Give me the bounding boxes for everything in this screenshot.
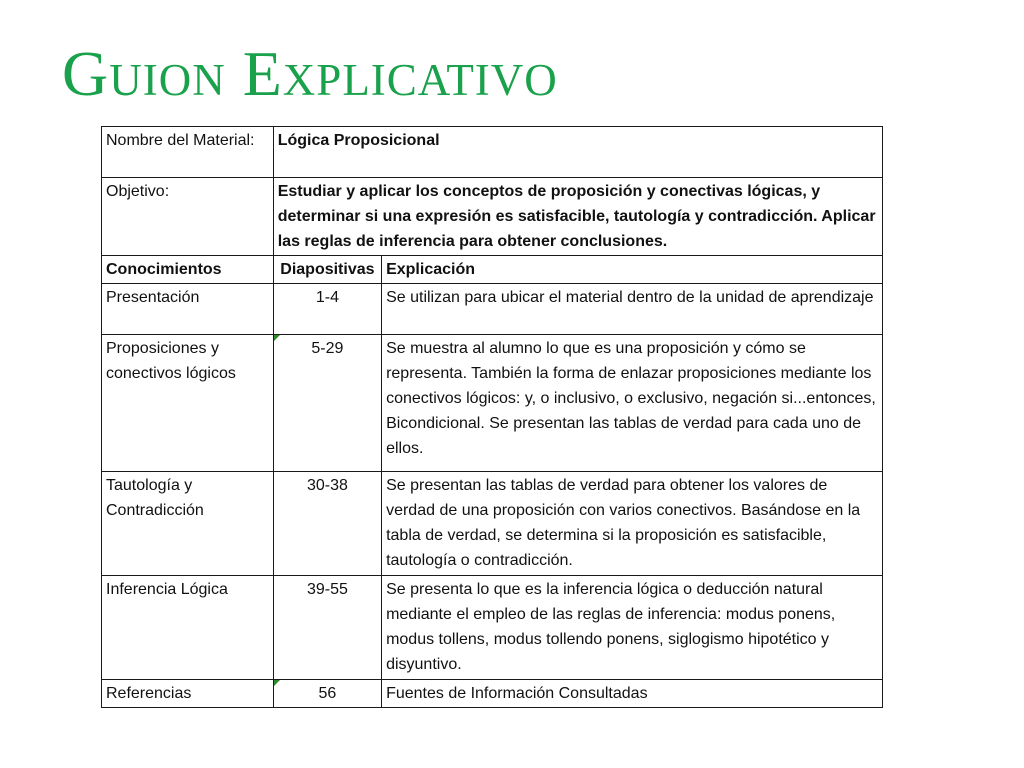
- table-row: [102, 335, 883, 472]
- table-row: [102, 680, 883, 708]
- row-explanation: Se utilizan para ubicar el material dentro de la unidad de aprendizaje: [382, 284, 883, 335]
- row-topic: Proposiciones y conectivos lógicos: [102, 335, 274, 472]
- slide-title: Guion Explicativo: [62, 38, 558, 109]
- cell-comment-marker: [274, 335, 280, 341]
- material-value: Lógica Proposicional: [273, 127, 882, 178]
- explanatory-guide-table: [101, 126, 883, 708]
- cell-comment-marker: [274, 680, 280, 686]
- row-topic: Referencias: [102, 680, 274, 708]
- row-topic: Presentación: [102, 284, 274, 335]
- row-explanation: Fuentes de Información Consultadas: [382, 680, 883, 708]
- row-slides: 1-4: [273, 284, 381, 335]
- row-slides-cell: [273, 335, 381, 472]
- objective-row: [102, 178, 883, 256]
- row-slides: 56: [318, 685, 337, 702]
- table-row: [102, 472, 883, 576]
- table-row: [102, 576, 883, 680]
- row-explanation: Se muestra al alumno lo que es una proposición y cómo se representa. También la forma de enlazar proposiciones mediante los conectivos lógicos: y, o inclusivo, o exclusivo, negación si...entonces, Bicondicional. Se presentan las tablas de verdad para cada uno de ellos.: [382, 335, 883, 472]
- row-slides-cell: [273, 680, 381, 708]
- row-slides: 5-29: [311, 340, 344, 357]
- material-row: [102, 127, 883, 178]
- material-label: Nombre del Material:: [102, 127, 274, 178]
- row-topic: Tautología y Contradicción: [102, 472, 274, 576]
- header-slides: Diapositivas: [273, 256, 381, 284]
- objective-label: Objetivo:: [102, 178, 274, 256]
- table-row: [102, 284, 883, 335]
- row-explanation: Se presenta lo que es la inferencia lógica o deducción natural mediante el empleo de las reglas de inferencia: modus ponens, modus tollens, modus tollendo ponens, siglogismo hipotético y disyuntivo.: [382, 576, 883, 680]
- header-row: [102, 256, 883, 284]
- objective-value: Estudiar y aplicar los conceptos de proposición y conectivas lógicas, y determinar si una expresión es satisfacible, tautología y contradicción. Aplicar las reglas de inferencia para obtener conclusiones.: [273, 178, 882, 256]
- header-explanation: Explicación: [382, 256, 883, 284]
- row-slides: 30-38: [273, 472, 381, 576]
- header-topic: Conocimientos: [102, 256, 274, 284]
- row-slides: 39-55: [273, 576, 381, 680]
- row-topic: Inferencia Lógica: [102, 576, 274, 680]
- row-explanation: Se presentan las tablas de verdad para obtener los valores de verdad de una proposición con varios conectivos. Basándose en la tabla de verdad, se determina si la proposición es satisfacible, tautología o contradicción.: [382, 472, 883, 576]
